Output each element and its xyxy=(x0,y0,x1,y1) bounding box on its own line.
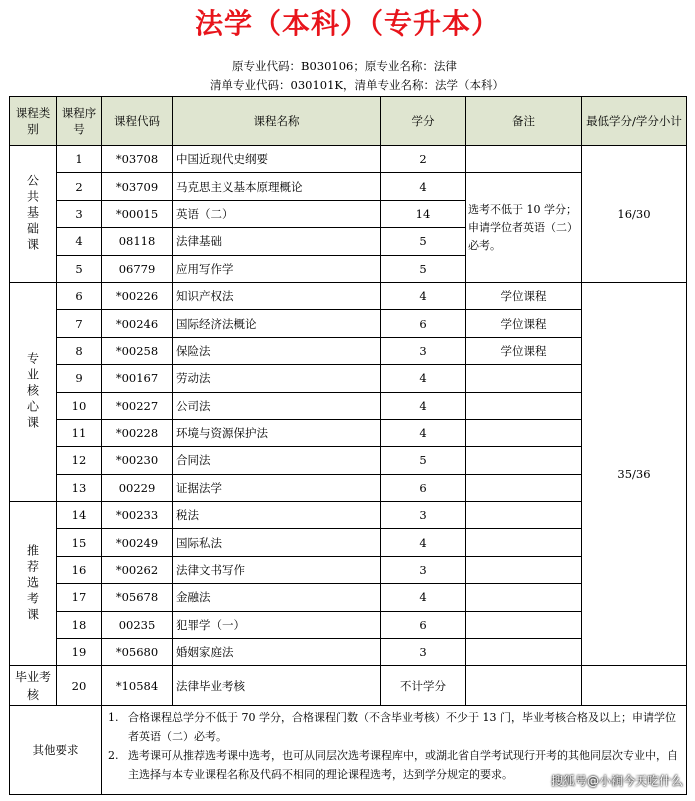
row-credit: 3 xyxy=(381,556,466,583)
watermark: 搜狐号@小裥今天吃什么 xyxy=(550,774,683,788)
row-code: *00167 xyxy=(102,365,173,392)
row-seq: 20 xyxy=(57,666,102,706)
other-item-text: 合格课程总学分不低于 70 学分，合格课程门数（不含毕业考核）不少于 13 门，毕业考核合格及以上；申请学位者英语（二）必考。 xyxy=(128,711,676,744)
category-public: 公共基础课 xyxy=(10,146,57,283)
row-name: 法律毕业考核 xyxy=(173,666,381,706)
row-name: 合同法 xyxy=(173,447,381,474)
header-seq: 课程序号 xyxy=(57,97,102,146)
table-header-row xyxy=(10,97,687,146)
list-major-info: 清单专业代码：030101K，清单专业名称：法学（本科） xyxy=(210,78,504,92)
row-code: *05680 xyxy=(102,639,173,666)
other-label: 其他要求 xyxy=(10,706,102,795)
row-credit: 4 xyxy=(381,529,466,556)
row-name: 知识产权法 xyxy=(173,282,381,309)
row-code: *00227 xyxy=(102,392,173,419)
row-credit: 3 xyxy=(381,639,466,666)
row-code: *00230 xyxy=(102,447,173,474)
row-seq: 2 xyxy=(57,173,102,200)
row-name: 金融法 xyxy=(173,584,381,611)
row-seq: 7 xyxy=(57,310,102,337)
row-seq: 3 xyxy=(57,200,102,227)
row-seq: 6 xyxy=(57,282,102,309)
row-name: 犯罪学（一） xyxy=(173,611,381,638)
header-note: 备注 xyxy=(466,97,582,146)
row-code: 00229 xyxy=(102,474,173,501)
row-seq: 18 xyxy=(57,611,102,638)
row-name: 中国近现代史纲要 xyxy=(173,146,381,173)
row-credit: 5 xyxy=(381,255,466,282)
header-category: 课程类别 xyxy=(10,97,57,146)
row-note xyxy=(466,365,582,392)
row-name: 保险法 xyxy=(173,337,381,364)
row-name: 应用写作学 xyxy=(173,255,381,282)
row-note xyxy=(466,556,582,583)
row-name: 国际经济法概论 xyxy=(173,310,381,337)
original-major-info: 原专业代码：B030106；原专业名称：法律 xyxy=(232,59,457,73)
table-row xyxy=(10,282,687,309)
row-note xyxy=(466,584,582,611)
table-row xyxy=(10,146,687,173)
row-code: *00258 xyxy=(102,337,173,364)
row-seq: 15 xyxy=(57,529,102,556)
row-note xyxy=(466,502,582,529)
category-graduation: 毕业考核 xyxy=(10,666,57,706)
row-note xyxy=(466,474,582,501)
row-seq: 11 xyxy=(57,419,102,446)
row-code: *00226 xyxy=(102,282,173,309)
row-name: 税法 xyxy=(173,502,381,529)
header-credit: 学分 xyxy=(381,97,466,146)
row-code: 08118 xyxy=(102,228,173,255)
row-code: *00249 xyxy=(102,529,173,556)
row-seq: 13 xyxy=(57,474,102,501)
public-note: 选考不低于 10 学分；申请学位者英语（二）必考。 xyxy=(466,173,582,283)
row-seq: 17 xyxy=(57,584,102,611)
row-note xyxy=(466,611,582,638)
row-code: *03708 xyxy=(102,146,173,173)
row-code: 06779 xyxy=(102,255,173,282)
row-credit: 不计学分 xyxy=(381,666,466,706)
row-credit: 4 xyxy=(381,173,466,200)
row-name: 婚姻家庭法 xyxy=(173,639,381,666)
row-name: 法律文书写作 xyxy=(173,556,381,583)
row-code: *00262 xyxy=(102,556,173,583)
row-name: 劳动法 xyxy=(173,365,381,392)
row-credit: 5 xyxy=(381,228,466,255)
row-code: *00015 xyxy=(102,200,173,227)
category-core: 专业核心课 xyxy=(10,282,57,501)
row-name: 国际私法 xyxy=(173,529,381,556)
core-min-credit: 35/36 xyxy=(582,282,687,665)
row-name: 公司法 xyxy=(173,392,381,419)
row-code: *05678 xyxy=(102,584,173,611)
other-item-number: 2. xyxy=(108,749,119,763)
public-min-credit: 16/30 xyxy=(582,146,687,283)
graduation-min-credit xyxy=(582,666,687,706)
row-seq: 12 xyxy=(57,447,102,474)
row-credit: 6 xyxy=(381,310,466,337)
row-note: 学位课程 xyxy=(466,310,582,337)
row-credit: 4 xyxy=(381,365,466,392)
row-note xyxy=(466,529,582,556)
other-item-number: 1. xyxy=(108,711,119,725)
row-name: 证据法学 xyxy=(173,474,381,501)
row-credit: 6 xyxy=(381,611,466,638)
row-code: *00233 xyxy=(102,502,173,529)
row-note xyxy=(466,419,582,446)
row-seq: 8 xyxy=(57,337,102,364)
category-recommended: 推荐选考课 xyxy=(10,502,57,666)
row-seq: 5 xyxy=(57,255,102,282)
row-note: 学位课程 xyxy=(466,337,582,364)
row-note xyxy=(466,666,582,706)
row-credit: 4 xyxy=(381,282,466,309)
other-item-text: 选考课可从推荐选考课中选考，也可从同层次选考课程库中，或湖北省自学考试现行开考的其他同层次专业中，自主选择与本专业课程名称及代码不相同的理论课程选考，达到学分规定的要求。 xyxy=(128,749,678,782)
row-seq: 14 xyxy=(57,502,102,529)
row-note xyxy=(466,146,582,173)
row-credit: 4 xyxy=(381,392,466,419)
row-note xyxy=(466,392,582,419)
row-seq: 9 xyxy=(57,365,102,392)
row-credit: 4 xyxy=(381,584,466,611)
header-name: 课程名称 xyxy=(173,97,381,146)
row-credit: 14 xyxy=(381,200,466,227)
other-item xyxy=(108,708,680,746)
row-credit: 6 xyxy=(381,474,466,501)
row-code: *00228 xyxy=(102,419,173,446)
row-seq: 10 xyxy=(57,392,102,419)
page-title: 法学（本科）（专升本） xyxy=(194,7,500,40)
row-seq: 19 xyxy=(57,639,102,666)
row-note: 学位课程 xyxy=(466,282,582,309)
header-min-credit: 最低学分/学分小计 xyxy=(582,97,687,146)
row-code: *03709 xyxy=(102,173,173,200)
row-name: 法律基础 xyxy=(173,228,381,255)
row-name: 环境与资源保护法 xyxy=(173,419,381,446)
row-seq: 16 xyxy=(57,556,102,583)
row-credit: 4 xyxy=(381,419,466,446)
row-credit: 3 xyxy=(381,502,466,529)
row-name: 马克思主义基本原理概论 xyxy=(173,173,381,200)
row-note xyxy=(466,639,582,666)
header-code: 课程代码 xyxy=(102,97,173,146)
row-seq: 1 xyxy=(57,146,102,173)
row-credit: 2 xyxy=(381,146,466,173)
row-note xyxy=(466,447,582,474)
row-code: 00235 xyxy=(102,611,173,638)
row-seq: 4 xyxy=(57,228,102,255)
course-table xyxy=(9,96,687,795)
row-credit: 3 xyxy=(381,337,466,364)
row-credit: 5 xyxy=(381,447,466,474)
row-name: 英语（二） xyxy=(173,200,381,227)
row-code: *10584 xyxy=(102,666,173,706)
row-code: *00246 xyxy=(102,310,173,337)
table-row xyxy=(10,666,687,706)
